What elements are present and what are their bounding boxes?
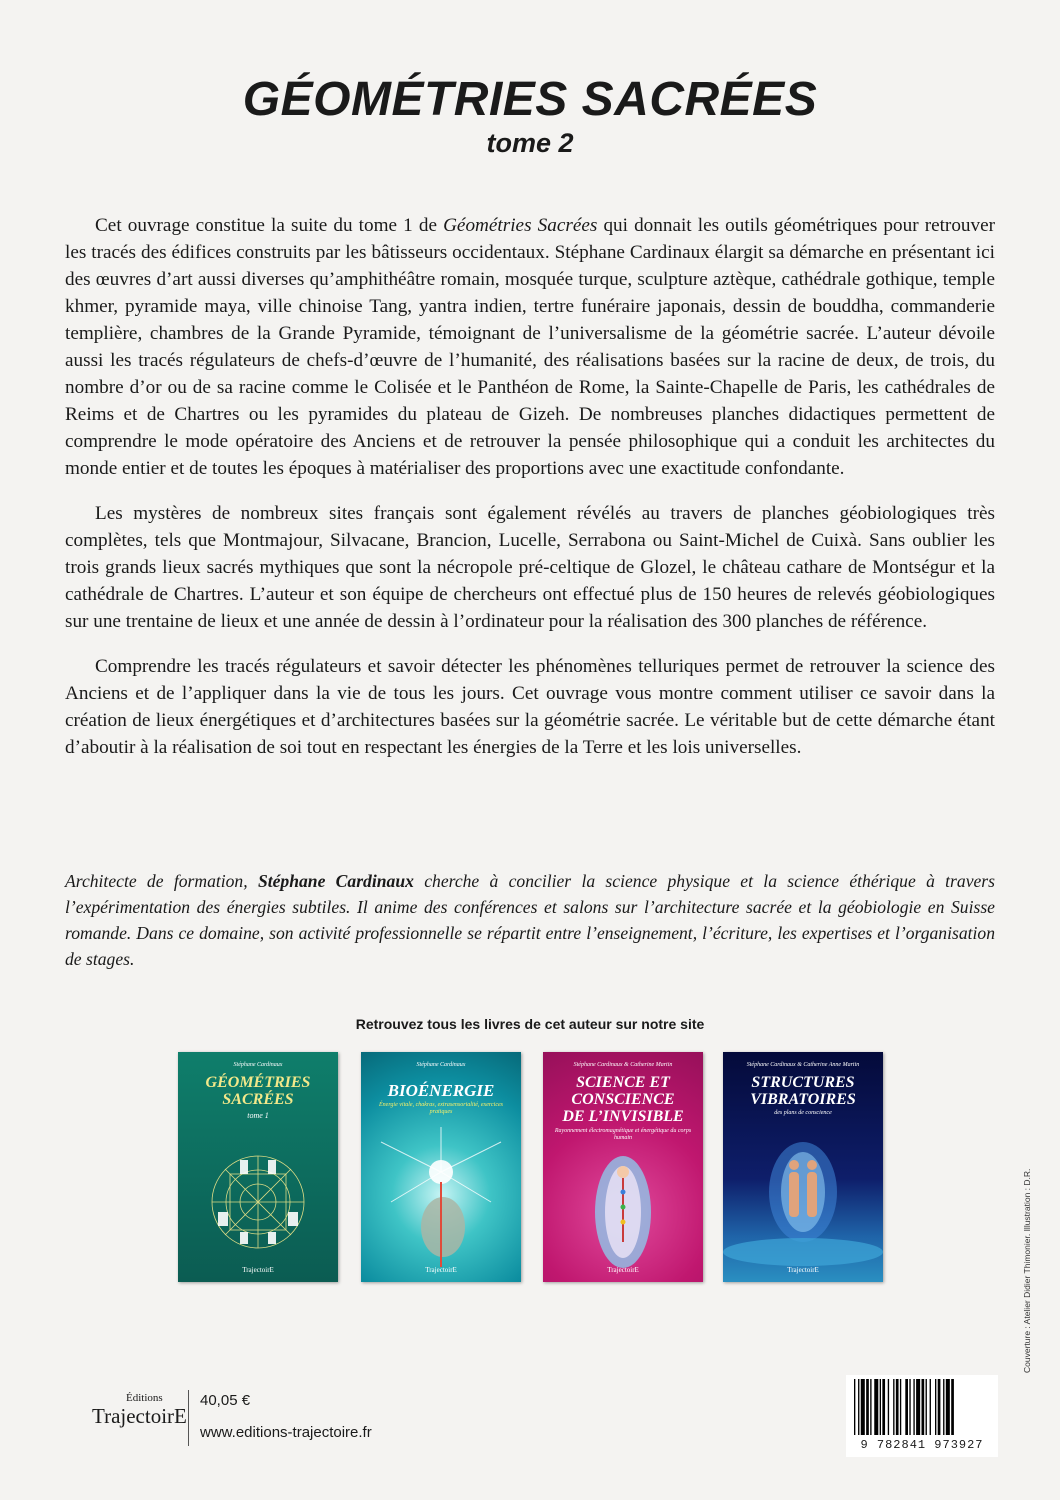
barcode-bar bbox=[916, 1379, 920, 1435]
barcode-bar bbox=[909, 1379, 910, 1435]
barcode-bar bbox=[946, 1379, 950, 1435]
book-subtitle: des plans de conscience bbox=[774, 1110, 832, 1116]
book-cover-science-conscience[interactable] bbox=[543, 1052, 703, 1282]
barcode-bar bbox=[930, 1379, 931, 1435]
publisher-logo: TrajectoirE bbox=[425, 1266, 457, 1274]
book-reference: Géométries Sacrées bbox=[443, 215, 598, 236]
barcode-bar bbox=[935, 1379, 936, 1435]
book-title: GÉOMÉTRIES SACRÉES bbox=[205, 1074, 311, 1108]
barcode-bar bbox=[896, 1379, 899, 1435]
book-cover-bioenergie[interactable] bbox=[361, 1052, 521, 1282]
back-cover-description bbox=[65, 212, 995, 779]
barcode-bar bbox=[866, 1379, 869, 1435]
barcode-bar bbox=[888, 1379, 889, 1435]
barcode-bar bbox=[882, 1379, 885, 1435]
barcode-bar bbox=[951, 1379, 954, 1435]
barcode-bar bbox=[900, 1379, 901, 1435]
book-author: Stéphane Cardinaux bbox=[416, 1062, 466, 1068]
related-books-heading: Retrouvez tous les livres de cet auteur sur notre site bbox=[355, 1016, 705, 1032]
barcode-bar bbox=[938, 1379, 941, 1435]
paragraph-2: Les mystères de nombreux sites français sont également révélés au travers de planches géobiologiques très complètes, tels que Montmajour, Silvacane, Brancion, Lucelle, Serrabona ou Saint-Michel de Cuixà. Sans oublier les trois grands lieux sacrés mythiques que sont la nécropole pré-celtique de Glozel, le château cathare de Montségur et la cathédrale de Chartres. L’auteur et son équipe de chercheurs ont effectué plus de 150 heures de relevés géobiologiques sur une trentaine de lieux et une année de dessin à l’ordinateur pour la réalisation des 300 planches de référence. bbox=[65, 503, 995, 632]
publisher-logo: TrajectoirE bbox=[242, 1266, 274, 1274]
barcode-bar bbox=[913, 1379, 914, 1435]
publisher-website-link[interactable]: www.editions-trajectoire.fr bbox=[200, 1424, 372, 1441]
barcode-bar bbox=[943, 1379, 944, 1435]
book-cover-structures-vibratoires[interactable] bbox=[723, 1052, 883, 1282]
barcode-bar bbox=[858, 1379, 859, 1435]
barcode-bar bbox=[905, 1379, 908, 1435]
book-title: STRUCTURES VIBRATOIRES bbox=[750, 1074, 856, 1108]
barcode-bar bbox=[854, 1379, 855, 1435]
barcode-bars bbox=[846, 1375, 998, 1437]
isbn-barcode bbox=[846, 1375, 998, 1457]
book-cover-geometries-sacrees[interactable] bbox=[178, 1052, 338, 1282]
book-author: Stéphane Cardinaux & Catherine Martin bbox=[573, 1062, 673, 1068]
book-title: BIOÉNERGIE bbox=[387, 1081, 495, 1100]
barcode-bar bbox=[926, 1379, 927, 1435]
cover-credit: Couverture : Atelier Didier Thimonier. Illustration : D.R. bbox=[1022, 1168, 1032, 1373]
barcode-bar bbox=[870, 1379, 871, 1435]
publisher-logo: TrajectoirE bbox=[607, 1266, 639, 1274]
book-subtitle: tome 1 bbox=[247, 1111, 269, 1120]
book-author: Stéphane Cardinaux & Catherine Anne Martin bbox=[746, 1062, 860, 1068]
publisher-logo bbox=[92, 1392, 187, 1444]
barcode-bar bbox=[922, 1379, 925, 1435]
book-title: GÉOMÉTRIES SACRÉES bbox=[242, 73, 818, 126]
book-volume: tome 2 bbox=[486, 128, 574, 158]
barcode-bar bbox=[861, 1379, 865, 1435]
barcode-bar bbox=[874, 1379, 878, 1435]
footer-divider bbox=[188, 1390, 189, 1446]
paragraph-1: Cet ouvrage constitue la suite du tome 1 de Géométries Sacrées qui donnait les outils géométriques pour retrouver les tracés des édifices construits par les bâtisseurs occidentaux. Stéphane Cardinaux élargit sa démarche en présentant ici des œuvres d’art aussi diverses qu’amphithéâtre romain, mosquée turque, sculpture aztèque, cathédrale gothique, temple khmer, pyramide maya, ville chinoise Tang, yantra indien, tertre funéraire japonais, dessin de bouddha, commanderie templière, chambres de la Grande Pyramide, témoignant de l’universalisme de la géométrie sacrée. L’auteur dévoile aussi les tracés régulateurs de chefs-d’œuvre de l’humanité, des réalisations basées sur la racine de deux, de trois, du nombre d’or ou de sa racine comme le Colisée et le Panthéon de Rome, la Sainte-Chapelle de Paris, les cathédrales de Reims et de Chartres ou les pyramides du plateau de Gizeh. De nombreuses planches didactiques permettent de comprendre le mode opératoire des Anciens et de retrouver la pensée philosophique qui a conduit les architectes du monde entier et de toutes les époques à matérialiser des proportions avec une exactitude confondante. bbox=[65, 215, 996, 479]
publisher-logo: TrajectoirE bbox=[787, 1266, 819, 1274]
book-title: SCIENCE ET CONSCIENCE DE L’INVISIBLE bbox=[562, 1074, 684, 1125]
book-subtitle: Rayonnement électromagnétique et énergétique du corps humain bbox=[554, 1128, 692, 1141]
price: 40,05 € bbox=[200, 1392, 251, 1409]
isbn-number: 9 782841 973927 bbox=[860, 1438, 984, 1452]
book-author: Stéphane Cardinaux bbox=[233, 1062, 283, 1068]
author-bio: Architecte de formation, Stéphane Cardinaux cherche à concilier la science physique et la science éthérique à travers l’expérimentation des énergies subtiles. Il anime des conférences et salons sur l’architecture sacrée et la géobiologie en Suisse romande. Dans ce domaine, son activité professionnelle se répartit entre l’enseignement, l’écriture, les expertises et l’organisation de stages. bbox=[65, 871, 996, 969]
author-name: Stéphane Cardinaux bbox=[257, 871, 414, 891]
book-subtitle: Énergie vitale, chakras, extrasensorialité, exercices pratiques bbox=[378, 1102, 503, 1115]
logo-trajectoire: TrajectoirE bbox=[92, 1404, 187, 1428]
barcode-bar bbox=[893, 1379, 894, 1435]
logo-editions: Éditions bbox=[126, 1392, 163, 1404]
barcode-bar bbox=[880, 1379, 881, 1435]
paragraph-3: Comprendre les tracés régulateurs et savoir détecter les phénomènes telluriques permet de retrouver la science des Anciens et de l’appliquer dans la vie de tous les jours. Cet ouvrage vous montre comment utiliser ce savoir dans la création de lieux énergétiques et d’architectures basées sur la géométrie sacrée. Le véritable but de cette démarche étant d’aboutir à la réalisation de soi tout en respectant les énergies de la Terre et les lois universelles. bbox=[65, 656, 995, 758]
